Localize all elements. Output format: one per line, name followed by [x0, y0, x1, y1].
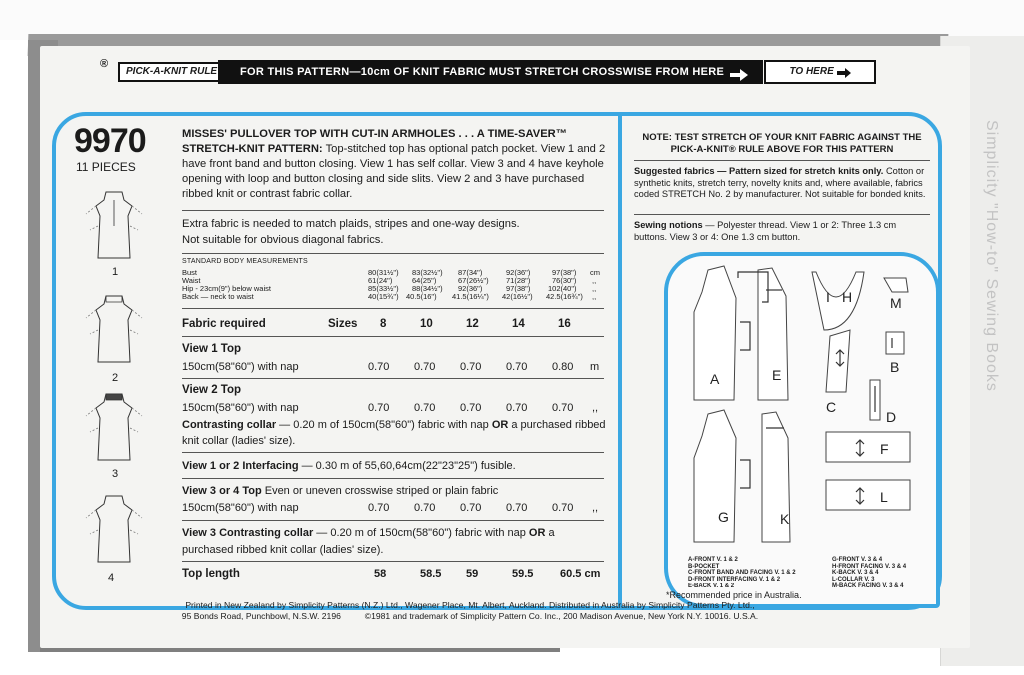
measurement-value: 102(40")	[548, 284, 577, 293]
piece-letter: M	[890, 295, 902, 311]
measurement-label: Bust	[182, 268, 198, 277]
yardage-value: 0.70	[414, 402, 436, 414]
yardage-value: 0.70	[414, 502, 436, 514]
legend-item: E-BACK V. 1 & 2	[688, 583, 735, 588]
piece-letter: K	[780, 511, 790, 527]
divider	[182, 478, 604, 479]
arrow-right-icon	[837, 66, 851, 76]
piece-letter: A	[710, 371, 720, 387]
view-number: 3	[112, 468, 119, 480]
piece-letter: C	[826, 399, 837, 415]
measurement-value: 83(32½")	[412, 268, 443, 277]
measurement-value: 92(36")	[458, 284, 483, 293]
sewing-notions-label: Sewing notions	[634, 220, 703, 230]
measurement-value: 67(26½")	[458, 276, 489, 285]
legend-item: L-COLLAR V. 3	[832, 576, 875, 583]
view-3-collar-text: a	[545, 527, 555, 539]
top-length-value: 58.5	[420, 568, 442, 580]
to-here-box	[764, 60, 876, 84]
measurement-unit: cm	[590, 268, 600, 277]
view-4-sketch	[84, 490, 144, 570]
contrasting-collar-line: knit collar (ladies' size).	[182, 435, 296, 447]
measurement-label: Hip - 23cm(9") below waist	[182, 284, 271, 293]
sizes-label: Sizes	[328, 318, 358, 330]
legend-item: B-POCKET	[688, 563, 720, 570]
piece-letter: B	[890, 359, 900, 375]
divider	[182, 378, 604, 379]
view-number: 1	[112, 266, 119, 278]
description-line: Top-stitched top has optional patch pocket. View 1 and 2	[325, 143, 606, 155]
divider	[182, 308, 604, 309]
measurement-value: 87(34")	[458, 268, 483, 277]
pattern-number: 9970	[74, 122, 146, 160]
divider	[182, 520, 604, 521]
yardage-value: 0.70	[506, 402, 528, 414]
measurement-value: 76(30")	[552, 276, 577, 285]
arrow-right-icon	[730, 66, 748, 78]
size-header: 8	[380, 318, 387, 330]
piece-f	[826, 432, 910, 462]
view-3-collar-line	[182, 527, 555, 539]
pattern-title: MISSES' PULLOVER TOP WITH CUT-IN ARMHOLES . . . A TIME-SAVER™	[182, 128, 567, 140]
measurement-value: 97(38")	[506, 284, 531, 293]
sewing-notions	[634, 220, 930, 243]
description-line: have front band and button closing. View 1 has self collar. View 3 and 4 have keyhole	[182, 158, 604, 170]
interfacing-text: — 0.30 m of 55,60,64cm(22"23"25") fusible.	[298, 460, 516, 472]
divider	[182, 336, 604, 337]
yardage-value: 0.70	[414, 361, 436, 373]
note-line: PICK-A-KNIT® RULE ABOVE FOR THIS PATTERN	[670, 144, 894, 155]
piece-count: 11 PIECES	[76, 160, 136, 174]
yardage-value: 0.70	[506, 361, 528, 373]
footer-line: Printed in New Zealand by Simplicity Patterns (N.Z.) Ltd., Wagener Place, Mt. Albert, Auckland. Distributed in Australia by Simplicity Patterns Pty. Ltd.,	[185, 600, 755, 610]
measurement-value: 71(28")	[506, 276, 531, 285]
measurement-value: 64(25")	[412, 276, 437, 285]
top-length-value: 59	[466, 568, 479, 580]
to-here-text: TO HERE	[789, 66, 834, 77]
view-3-collar-line: purchased ribbed knit collar (ladies' size).	[182, 544, 384, 556]
measurement-value: 85(33½")	[368, 284, 399, 293]
pick-a-knit-label: PICK-A-KNIT RULE	[118, 62, 225, 82]
contrasting-collar-text: a purchased ribbed	[508, 419, 606, 431]
divider	[634, 160, 930, 161]
or-label: OR	[528, 527, 546, 539]
suggested-fabrics	[634, 166, 930, 201]
or-label: OR	[491, 419, 509, 431]
measurements-heading: STANDARD BODY MEASUREMENTS	[182, 258, 308, 265]
yardage-value: 0.70	[460, 361, 482, 373]
interfacing-line	[182, 460, 516, 472]
pattern-subtitle: STRETCH-KNIT PATTERN:	[182, 143, 323, 155]
view-1-title: View 1 Top	[182, 343, 242, 355]
measurement-unit: ,,	[592, 292, 597, 301]
measurement-value: 42(16½")	[502, 292, 533, 301]
unit: ,,	[592, 502, 599, 514]
view-3-sketch	[84, 388, 144, 468]
view-2-title: View 2 Top	[182, 384, 242, 396]
yardage-value: 0.70	[506, 502, 528, 514]
yardage-value: 0.70	[552, 402, 574, 414]
view-2-sketch	[84, 290, 144, 370]
size-header: 10	[420, 318, 433, 330]
piece-letter: I	[826, 289, 830, 305]
suggested-fabrics-text: Cotton or synthetic knits, stretch terry, novelty knits and, where available, fabrics coded STRETCH No. 2 by manufacturer. Not suitable for bonded knits.	[634, 166, 926, 199]
top-length-value: 59.5	[512, 568, 534, 580]
yardage-value: 0.70	[460, 402, 482, 414]
view-3-collar-text: — 0.20 m of 150cm(58"60") fabric with nap	[313, 527, 529, 539]
view-3-collar-label: View 3 Contrasting collar	[182, 527, 314, 539]
measurement-value: 40(15¾")	[368, 292, 399, 301]
stretch-rule-text: FOR THIS PATTERN—10cm OF KNIT FABRIC MUST STRETCH CROSSWISE FROM HERE	[240, 66, 725, 78]
unit: ,,	[592, 402, 599, 414]
legend-right	[832, 557, 906, 590]
piece-letter: D	[886, 409, 897, 425]
interfacing-label: View 1 or 2 Interfacing	[182, 460, 299, 472]
measurement-label: Waist	[182, 276, 201, 285]
top-length-value: 58	[374, 568, 387, 580]
description-line: ribbed knit or contrast fabric collar.	[182, 188, 353, 200]
piece-c	[826, 330, 850, 392]
piece-h	[812, 272, 864, 330]
divider	[634, 214, 930, 215]
view-3-4-fabric: 150cm(58"60") with nap	[182, 502, 299, 514]
extra-note-line: Extra fabric is needed to match plaids, stripes and one-way designs.	[182, 218, 520, 230]
divider	[182, 452, 604, 453]
measurement-value: 41.5(16¼")	[452, 292, 489, 301]
view-1-sketch	[84, 186, 144, 266]
description-line: opening with loop and button closing and side slits. View 2 and 3 have purchased	[182, 173, 585, 185]
piece-letter: L	[880, 489, 888, 505]
stretch-rule-bar	[218, 60, 763, 84]
size-header: 12	[466, 318, 479, 330]
measurement-value: 61(24")	[368, 276, 393, 285]
view-number: 2	[112, 372, 119, 384]
unit: m	[590, 361, 600, 373]
measurement-label: Back — neck to waist	[182, 292, 254, 301]
fabric-required-label: Fabric required	[182, 318, 266, 330]
contrasting-collar-line	[182, 419, 606, 431]
legend-item: G-FRONT V. 3 & 4	[832, 557, 883, 563]
stretch-test-note	[634, 132, 930, 156]
piece-letter: E	[772, 367, 782, 383]
yardage-value: 0.70	[368, 361, 390, 373]
recommended-price-note: *Recommended price in Australia.	[666, 590, 802, 600]
sewing-notions-text: — Polyester thread. View 1 or 2: Three 1.3 cm buttons. View 3 or 4: One 1.3 cm button.	[634, 220, 897, 242]
contrasting-collar-label: Contrasting collar	[182, 419, 277, 431]
measurement-value: 92(36")	[506, 268, 531, 277]
measurement-value: 80(31½")	[368, 268, 399, 277]
footer-line: 95 Bonds Road, Punchbowl, N.S.W. 2196 ©1981 and trademark of Simplicity Pattern Co. Inc., 200 Madison Avenue, New York N.Y. 10016. U.S.A.	[181, 610, 759, 621]
legend-item: D-FRONT INTERFACING V. 1 & 2	[688, 576, 781, 583]
blue-column-divider	[618, 114, 622, 608]
legend-item: K-BACK V. 3 & 4	[832, 570, 879, 577]
divider	[182, 561, 604, 562]
yardage-value: 0.70	[552, 502, 574, 514]
view-3-4-line	[182, 485, 498, 497]
registered-mark: ®	[100, 58, 109, 70]
piece-letter: F	[880, 441, 889, 457]
yardage-value: 0.70	[460, 502, 482, 514]
legend-item: C-FRONT BAND AND FACING V. 1 & 2	[688, 570, 796, 577]
yardage-value: 0.70	[368, 402, 390, 414]
suggested-fabrics-label: Suggested fabrics — Pattern sized for stretch knits only.	[634, 166, 884, 176]
legend-item: A-FRONT V. 1 & 2	[688, 557, 738, 563]
legend-item: H-FRONT FACING V. 3 & 4	[832, 563, 907, 570]
piece-g	[694, 410, 736, 542]
measurement-value: 97(38")	[552, 268, 577, 277]
view-2-fabric: 150cm(58"60") with nap	[182, 402, 299, 414]
extra-note-line: Not suitable for obvious diagonal fabrics.	[182, 234, 384, 246]
note-line: NOTE: TEST STRETCH OF YOUR KNIT FABRIC AGAINST THE	[642, 132, 922, 143]
size-header: 16	[558, 318, 571, 330]
top-length-label: Top length	[182, 568, 240, 580]
piece-l	[826, 480, 910, 510]
flap-faded-text: Simplicity "How-to" Sewing Books	[983, 120, 1000, 392]
contrasting-collar-text: — 0.20 m of 150cm(58"60") fabric with nap	[276, 419, 492, 431]
divider	[182, 253, 604, 254]
top-length-value: 60.5 cm	[560, 568, 601, 580]
piece-letter: H	[842, 289, 853, 305]
printer-footer	[120, 600, 820, 621]
piece-letter: G	[718, 509, 729, 525]
measurement-value: 88(34½")	[412, 284, 443, 293]
size-header: 14	[512, 318, 525, 330]
measurement-unit: ,,	[592, 276, 597, 285]
yardage-value: 0.70	[368, 502, 390, 514]
view-3-4-label: View 3 or 4 Top	[182, 485, 262, 497]
measurement-value: 42.5(16¾")	[546, 292, 583, 301]
legend-left	[688, 557, 796, 587]
view-1-fabric: 150cm(58"60") with nap	[182, 361, 299, 373]
legend-item: M-BACK FACING V. 3 & 4	[832, 583, 904, 590]
view-number: 4	[108, 572, 115, 584]
measurement-value: 40.5(16")	[406, 292, 437, 301]
pattern-pieces-diagram	[680, 262, 936, 562]
pattern-description	[182, 127, 606, 202]
extra-fabric-note	[182, 216, 520, 248]
divider	[182, 210, 604, 211]
measurement-unit: ,,	[592, 284, 597, 293]
pick-a-knit-rule	[100, 58, 834, 84]
yardage-value: 0.80	[552, 361, 574, 373]
piece-b	[886, 332, 904, 354]
view-3-4-text: Even or uneven crosswise striped or plain fabric	[261, 485, 499, 497]
piece-m	[884, 278, 908, 292]
